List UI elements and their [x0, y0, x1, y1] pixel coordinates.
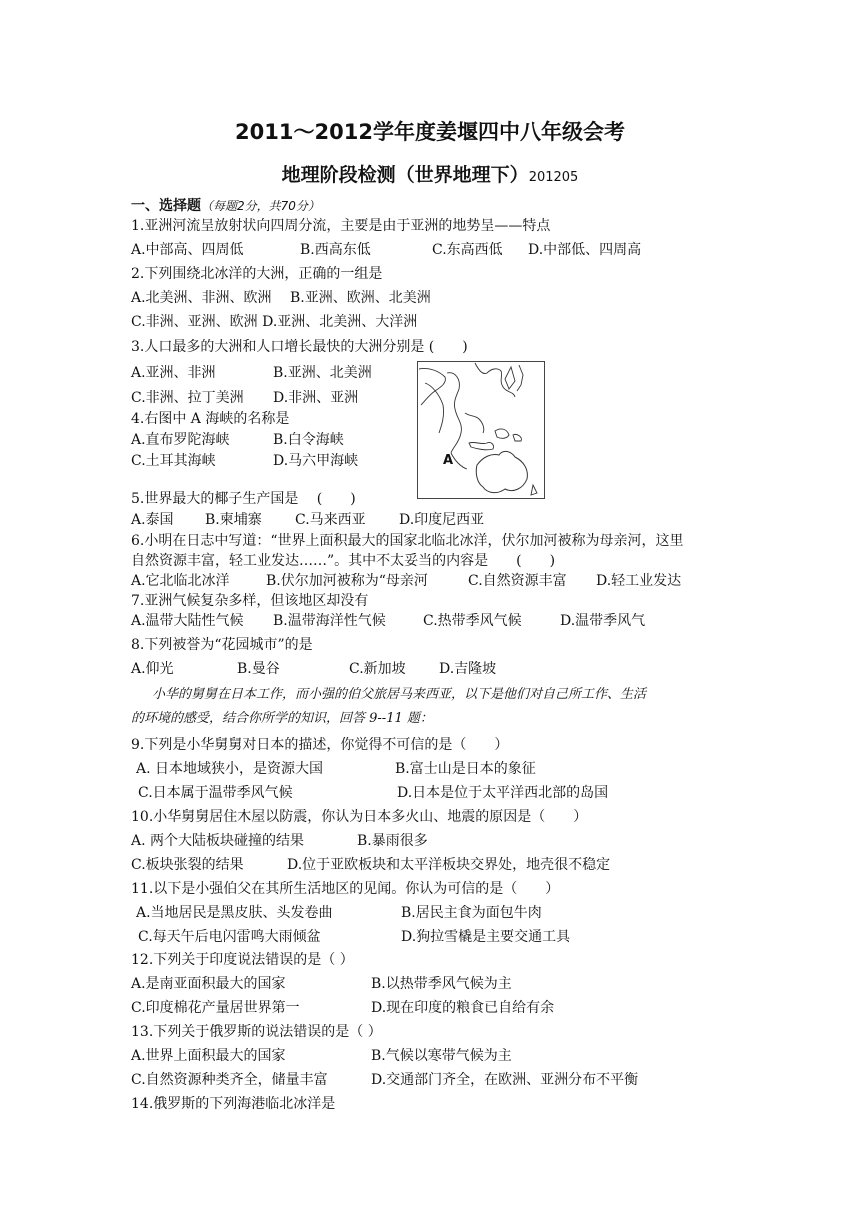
question-12-options-ab — [131, 975, 512, 993]
option-a: A.当地居民是黑皮肤、头发卷曲 — [136, 905, 333, 921]
option-d: D.日本是位于太平洋西北部的岛国 — [397, 785, 609, 801]
option-b: B.亚洲、北美洲 — [273, 365, 372, 381]
option-d: D.印度尼西亚 — [399, 512, 485, 528]
option-d: D.位于亚欧板块和太平洋板块交界处，地壳很不稳定 — [287, 857, 611, 873]
section-note: （每题2分，共70分） — [201, 199, 320, 213]
question-13-options-cd — [131, 1071, 638, 1089]
question-6-line-1: 6.小明在日志中写道：“世界上面积最大的国家北临北冰洋，伏尔加河被称为母亲河，这里 — [131, 533, 684, 549]
question-8: 8.下列被誉为“花园城市”的是 — [131, 637, 313, 653]
option-d: D.轻工业发达 — [596, 573, 682, 589]
question-7-options — [131, 612, 645, 630]
question-2-options-cd: C.非洲、亚洲、欧洲 D.亚洲、北美洲、大洋洲 — [131, 314, 418, 330]
option-c: C.每天午后电闪雷鸣大雨倾盆 — [138, 929, 321, 945]
option-a: A.直布罗陀海峡 — [131, 432, 230, 448]
option-b: B.伏尔加河被称为“母亲河 — [266, 573, 428, 589]
option-c: C.东高西低 — [432, 242, 503, 258]
story-line-2: 的环境的感受，结合你所学的知识，回答 9--11 题： — [131, 711, 433, 726]
question-11: 11.以下是小强伯父在其所生活地区的见闻。你认为可信的是（ ） — [131, 881, 560, 897]
option-a: A.温带大陆性气候 — [131, 613, 244, 629]
question-6-line-2: 自然资源丰富，轻工业发达……”。其中不太妥当的内容是 ( ) — [131, 553, 556, 569]
option-c: C.自然资源丰富 — [468, 573, 567, 589]
map-illustration — [417, 361, 545, 499]
option-c: C.日本属于温带季风气候 — [138, 785, 293, 801]
question-11-options-cd — [138, 928, 570, 946]
subtitle-text: 地理阶段检测（世界地理下） — [281, 164, 529, 186]
question-4-options-cd — [131, 452, 358, 470]
option-b: B.温带海洋性气候 — [273, 613, 386, 629]
option-d: D.吉隆坡 — [439, 661, 497, 677]
question-9-options-cd — [138, 784, 608, 802]
question-5-options — [131, 511, 484, 529]
question-9: 9.下列是小华舅舅对日本的描述，你觉得不可信的是（ ） — [131, 737, 509, 753]
story-line-1: 小华的舅舅在日本工作，而小强的伯父旅居马来西亚，以下是他们对自己所工作、生活 — [152, 687, 647, 702]
option-b: B.居民主食为面包牛肉 — [401, 905, 542, 921]
question-5: 5.世界最大的椰子生产国是 ( ) — [131, 491, 356, 507]
question-6-options — [131, 572, 681, 590]
section-heading — [131, 197, 320, 215]
option-b: B.曼谷 — [237, 661, 280, 677]
question-12-options-cd — [131, 999, 554, 1017]
strait-label-a: A — [443, 453, 454, 468]
option-a: A.中部高、四周低 — [131, 242, 244, 258]
option-b: B.气候以寒带气候为主 — [371, 1048, 512, 1064]
question-8-options — [131, 660, 496, 678]
option-d: D.非洲、亚洲 — [273, 390, 359, 406]
option-c: C.热带季风气候 — [423, 613, 522, 629]
option-c: C.新加坡 — [349, 661, 406, 677]
question-14: 14.俄罗斯的下列海港临北冰洋是 — [131, 1096, 336, 1112]
option-d: D.温带季风气 — [560, 613, 646, 629]
question-10-options-cd — [131, 856, 610, 874]
question-3: 3.人口最多的大洲和人口增长最快的大洲分别是 ( ) — [131, 339, 468, 355]
question-3-options-cd — [131, 389, 358, 407]
question-10-options-ab — [131, 832, 428, 850]
option-b: B.暴雨很多 — [357, 833, 428, 849]
option-b: B.柬埔寨 — [205, 512, 262, 528]
question-1: 1.亚洲河流呈放射状向四周分流，主要是由于亚洲的地势呈——特点 — [131, 218, 551, 234]
option-d: D.狗拉雪橇是主要交通工具 — [401, 929, 571, 945]
option-a: A.亚洲、非洲 — [131, 365, 216, 381]
option-d: D.现在印度的粮食已自给有余 — [371, 1000, 555, 1016]
section-title: 一、选择题 — [131, 198, 201, 214]
strait-map-figure — [417, 361, 545, 499]
option-c: C.非洲、拉丁美洲 — [131, 390, 244, 406]
option-a: A.世界上面积最大的国家 — [131, 1048, 286, 1064]
option-a: A.仰光 — [131, 661, 174, 677]
question-3-options-ab — [131, 364, 372, 382]
option-b: B.富士山是日本的象征 — [395, 761, 536, 777]
question-7: 7.亚洲气候复杂多样，但该地区却没有 — [131, 593, 369, 609]
question-10: 10.小华舅舅居住木屋以防震，你认为日本多火山、地震的原因是（ ） — [131, 809, 588, 825]
question-12: 12.下列关于印度说法错误的是（ ） — [131, 952, 354, 968]
option-a: A.是南亚面积最大的国家 — [131, 976, 286, 992]
option-d: D.马六甲海峡 — [273, 453, 359, 469]
option-b: B.以热带季风气候为主 — [371, 976, 512, 992]
question-1-options — [131, 241, 641, 259]
question-2: 2.下列围绕北冰洋的大洲，正确的一组是 — [131, 266, 383, 282]
question-2-options-ab: A.北美洲、非洲、欧洲 B.亚洲、欧洲、北美洲 — [131, 290, 431, 306]
option-d: D.交通部门齐全，在欧洲、亚洲分布不平衡 — [371, 1072, 639, 1088]
option-c: C.马来西亚 — [295, 512, 366, 528]
option-a: A. 日本地域狭小，是资源大国 — [136, 761, 324, 777]
option-c: C.板块张裂的结果 — [131, 857, 244, 873]
question-11-options-ab — [136, 904, 542, 922]
option-a: A.它北临北冰洋 — [131, 573, 230, 589]
option-c: C.土耳其海峡 — [131, 453, 216, 469]
option-b: B.白令海峡 — [273, 432, 344, 448]
option-a: A.泰国 — [131, 512, 174, 528]
option-d: D.中部低、四周高 — [528, 242, 642, 258]
question-4-options-ab — [131, 431, 344, 449]
question-13-options-ab — [131, 1047, 512, 1065]
option-b: B.西高东低 — [300, 242, 371, 258]
question-9-options-ab — [136, 760, 536, 778]
question-13: 13.下列关于俄罗斯的说法错误的是（ ） — [131, 1024, 382, 1040]
subtitle-date: 201205 — [528, 170, 579, 185]
page-subtitle — [0, 160, 860, 187]
option-c: C.印度棉花产量居世界第一 — [131, 1000, 300, 1016]
page-title: 2011～2012学年度姜堰四中八年级会考 — [235, 120, 625, 144]
option-a: A. 两个大陆板块碰撞的结果 — [131, 833, 305, 849]
question-4: 4.右图中 A 海峡的名称是 — [131, 411, 290, 427]
option-c: C.自然资源种类齐全，储量丰富 — [131, 1072, 328, 1088]
